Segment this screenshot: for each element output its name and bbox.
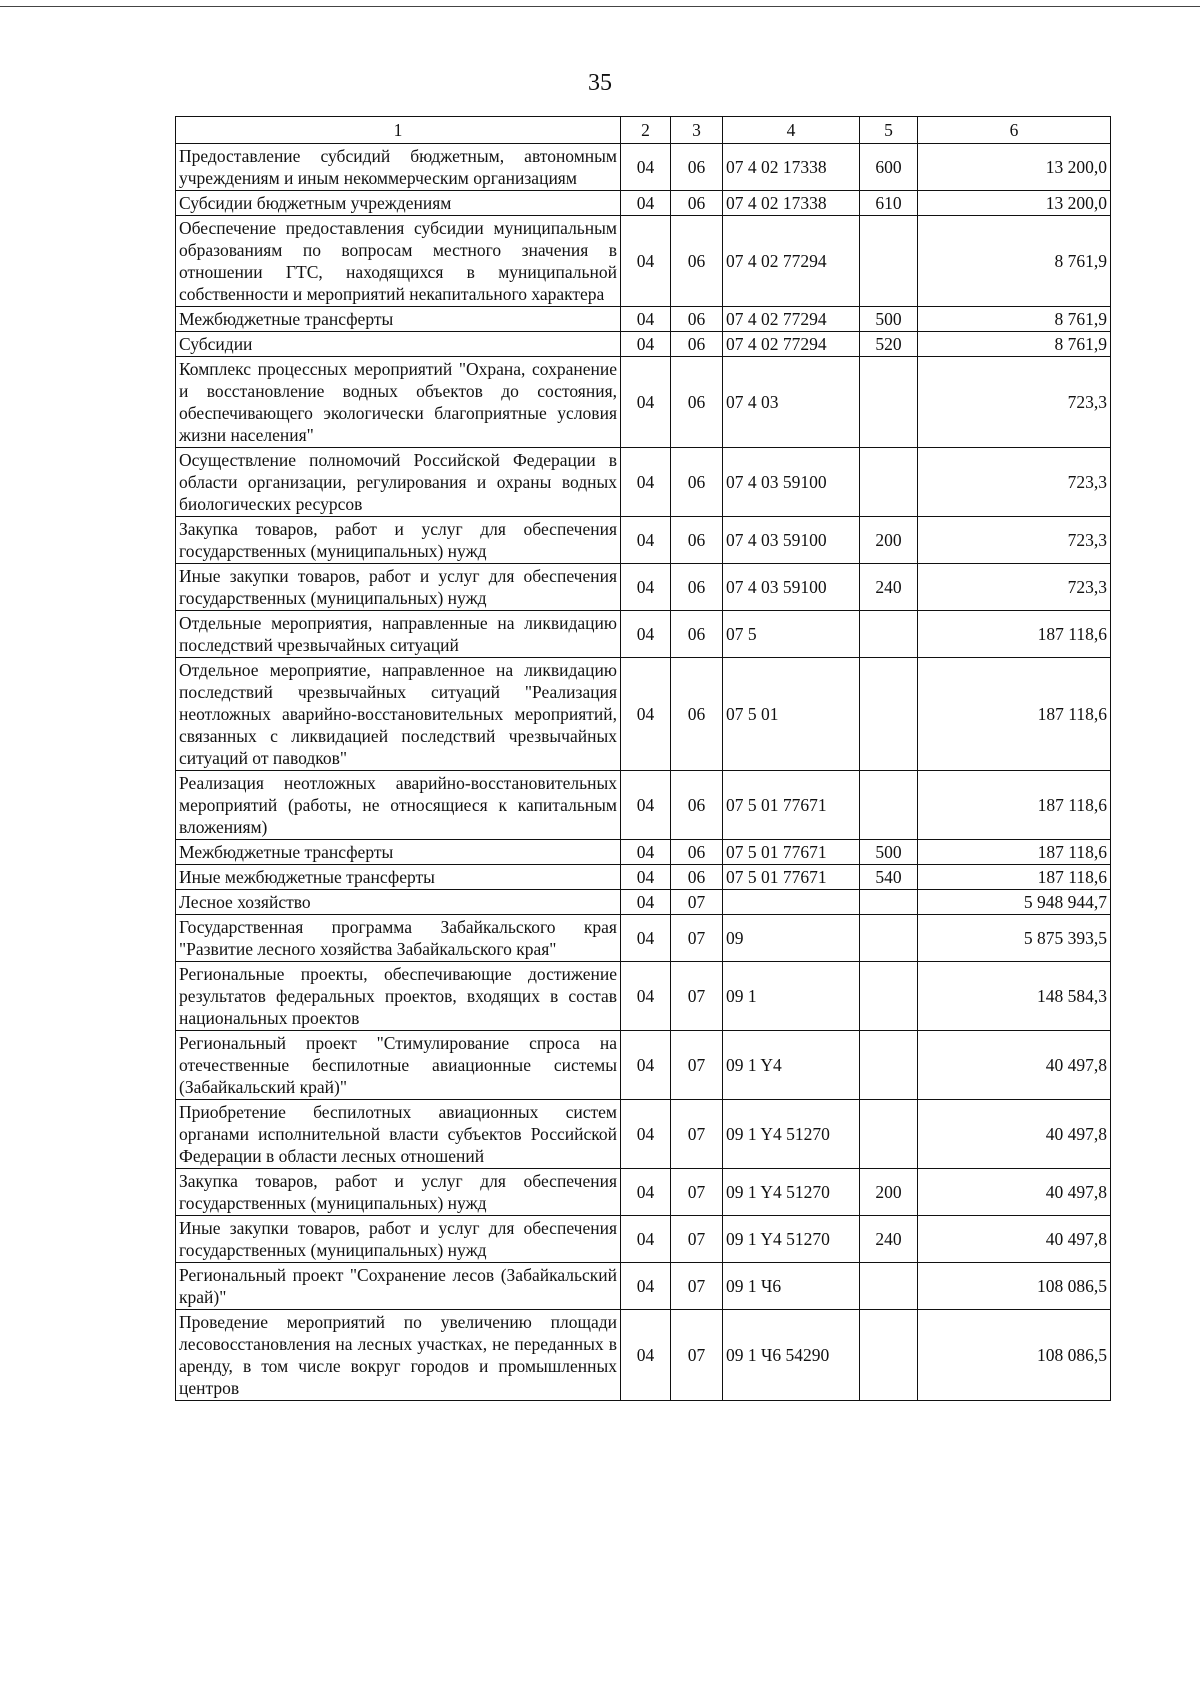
cell-expense-type: [860, 771, 918, 840]
cell-amount: 40 497,8: [918, 1216, 1111, 1263]
cell-amount: 108 086,5: [918, 1263, 1111, 1310]
table-row: [176, 1169, 1111, 1216]
cell-expense-type: [860, 962, 918, 1031]
cell-subsection: 06: [671, 216, 723, 307]
cell-name: Предоставление субсидий бюджетным, автономным учреждениям и иным некоммерческим организациям: [176, 144, 621, 191]
cell-target-article: 07 5 01 77671: [723, 840, 860, 865]
cell-section: 04: [621, 1216, 671, 1263]
cell-expense-type: 240: [860, 1216, 918, 1263]
cell-subsection: 07: [671, 915, 723, 962]
cell-subsection: 06: [671, 658, 723, 771]
cell-subsection: 06: [671, 307, 723, 332]
table-row: [176, 517, 1111, 564]
cell-expense-type: [860, 658, 918, 771]
cell-name: Обеспечение предоставления субсидии муниципальным образованиям по вопросам местного значения в отношении ГТС, находящихся в муниципальной собственности и мероприятий некапитального характера: [176, 216, 621, 307]
cell-subsection: 06: [671, 564, 723, 611]
cell-amount: 40 497,8: [918, 1031, 1111, 1100]
cell-amount: 723,3: [918, 448, 1111, 517]
cell-target-article: 09 1 Y4 51270: [723, 1100, 860, 1169]
table-row: [176, 332, 1111, 357]
table-row: [176, 840, 1111, 865]
cell-target-article: 07 4 03 59100: [723, 448, 860, 517]
cell-expense-type: [860, 1031, 918, 1100]
cell-target-article: 07 5: [723, 611, 860, 658]
column-header: 6: [918, 117, 1111, 144]
table-header-row: [176, 117, 1111, 144]
table-row: [176, 1031, 1111, 1100]
cell-name: Государственная программа Забайкальского края "Развитие лесного хозяйства Забайкальского края": [176, 915, 621, 962]
cell-expense-type: 500: [860, 840, 918, 865]
cell-target-article: 09: [723, 915, 860, 962]
cell-target-article: 07 4 02 17338: [723, 144, 860, 191]
cell-subsection: 07: [671, 890, 723, 915]
cell-name: Региональный проект "Стимулирование спроса на отечественные беспилотные авиационные системы (Забайкальский край)": [176, 1031, 621, 1100]
cell-name: Комплекс процессных мероприятий "Охрана, сохранение и восстановление водных объектов до состояния, обеспечивающего экологически благоприятные условия жизни населения": [176, 357, 621, 448]
cell-section: 04: [621, 1310, 671, 1401]
cell-section: 04: [621, 865, 671, 890]
cell-amount: 40 497,8: [918, 1100, 1111, 1169]
cell-expense-type: [860, 357, 918, 448]
cell-name: Реализация неотложных аварийно-восстановительных мероприятий (работы, не относящиеся к капитальным вложениям): [176, 771, 621, 840]
cell-name: Региональный проект "Сохранение лесов (Забайкальский край)": [176, 1263, 621, 1310]
cell-subsection: 07: [671, 962, 723, 1031]
table-row: [176, 1100, 1111, 1169]
cell-amount: 13 200,0: [918, 144, 1111, 191]
cell-name: Приобретение беспилотных авиационных систем органами исполнительной власти субъектов Российской Федерации в области лесных отношений: [176, 1100, 621, 1169]
cell-amount: 187 118,6: [918, 611, 1111, 658]
cell-subsection: 06: [671, 144, 723, 191]
table-row: [176, 611, 1111, 658]
cell-amount: 187 118,6: [918, 840, 1111, 865]
table-row: [176, 191, 1111, 216]
cell-name: Межбюджетные трансферты: [176, 307, 621, 332]
cell-subsection: 06: [671, 611, 723, 658]
cell-section: 04: [621, 840, 671, 865]
table-row: [176, 1216, 1111, 1263]
table-row: [176, 771, 1111, 840]
table-row: [176, 865, 1111, 890]
column-header: 2: [621, 117, 671, 144]
cell-target-article: 09 1 Ч6: [723, 1263, 860, 1310]
cell-target-article: 07 4 02 77294: [723, 216, 860, 307]
cell-section: 04: [621, 216, 671, 307]
cell-expense-type: [860, 1263, 918, 1310]
cell-expense-type: 520: [860, 332, 918, 357]
cell-subsection: 07: [671, 1310, 723, 1401]
cell-section: 04: [621, 1031, 671, 1100]
cell-name: Лесное хозяйство: [176, 890, 621, 915]
cell-expense-type: 200: [860, 1169, 918, 1216]
cell-subsection: 06: [671, 517, 723, 564]
cell-subsection: 06: [671, 840, 723, 865]
table-row: [176, 890, 1111, 915]
cell-expense-type: [860, 1100, 918, 1169]
cell-amount: 8 761,9: [918, 307, 1111, 332]
table-row: [176, 1310, 1111, 1401]
cell-name: Иные межбюджетные трансферты: [176, 865, 621, 890]
table-row: [176, 144, 1111, 191]
cell-subsection: 07: [671, 1216, 723, 1263]
cell-name: Отдельное мероприятие, направленное на ликвидацию последствий чрезвычайных ситуаций "Реализация неотложных аварийно-восстановительных мероприятий, связанных с ликвидацией последствий чрезвычайных ситуаций от паводков": [176, 658, 621, 771]
cell-amount: 8 761,9: [918, 332, 1111, 357]
cell-amount: 40 497,8: [918, 1169, 1111, 1216]
cell-amount: 723,3: [918, 517, 1111, 564]
cell-section: 04: [621, 962, 671, 1031]
table-row: [176, 357, 1111, 448]
cell-amount: 187 118,6: [918, 658, 1111, 771]
cell-section: 04: [621, 1169, 671, 1216]
cell-expense-type: 500: [860, 307, 918, 332]
cell-target-article: 07 4 02 77294: [723, 332, 860, 357]
cell-section: 04: [621, 771, 671, 840]
cell-name: Осуществление полномочий Российской Федерации в области организации, регулирования и охраны водных биологических ресурсов: [176, 448, 621, 517]
cell-target-article: 07 4 03: [723, 357, 860, 448]
cell-target-article: 07 5 01: [723, 658, 860, 771]
cell-subsection: 07: [671, 1100, 723, 1169]
cell-amount: 108 086,5: [918, 1310, 1111, 1401]
cell-target-article: 09 1 Ч6 54290: [723, 1310, 860, 1401]
cell-name: Проведение мероприятий по увеличению площади лесовосстановления на лесных участках, не переданных в аренду, в том числе вокруг городов и промышленных центров: [176, 1310, 621, 1401]
cell-target-article: 07 4 03 59100: [723, 564, 860, 611]
table-row: [176, 564, 1111, 611]
cell-name: Отдельные мероприятия, направленные на ликвидацию последствий чрезвычайных ситуаций: [176, 611, 621, 658]
cell-section: 04: [621, 332, 671, 357]
cell-section: 04: [621, 448, 671, 517]
cell-target-article: 09 1 Y4 51270: [723, 1216, 860, 1263]
cell-target-article: 07 4 03 59100: [723, 517, 860, 564]
cell-expense-type: [860, 915, 918, 962]
cell-subsection: 07: [671, 1169, 723, 1216]
cell-amount: 5 948 944,7: [918, 890, 1111, 915]
cell-section: 04: [621, 144, 671, 191]
cell-amount: 13 200,0: [918, 191, 1111, 216]
cell-target-article: 09 1 Y4 51270: [723, 1169, 860, 1216]
cell-name: Субсидии: [176, 332, 621, 357]
budget-table: [175, 116, 1111, 1401]
cell-section: 04: [621, 1100, 671, 1169]
cell-expense-type: [860, 448, 918, 517]
cell-subsection: 06: [671, 771, 723, 840]
column-header: 3: [671, 117, 723, 144]
table-row: [176, 216, 1111, 307]
cell-amount: 723,3: [918, 357, 1111, 448]
cell-subsection: 06: [671, 357, 723, 448]
cell-expense-type: [860, 611, 918, 658]
cell-section: 04: [621, 307, 671, 332]
table-row: [176, 307, 1111, 332]
cell-name: Межбюджетные трансферты: [176, 840, 621, 865]
table-row: [176, 448, 1111, 517]
cell-target-article: 09 1 Y4: [723, 1031, 860, 1100]
cell-amount: 723,3: [918, 564, 1111, 611]
cell-amount: 5 875 393,5: [918, 915, 1111, 962]
cell-subsection: 07: [671, 1031, 723, 1100]
cell-subsection: 06: [671, 865, 723, 890]
cell-name: Региональные проекты, обеспечивающие достижение результатов федеральных проектов, входящих в состав национальных проектов: [176, 962, 621, 1031]
cell-name: Субсидии бюджетным учреждениям: [176, 191, 621, 216]
cell-amount: 148 584,3: [918, 962, 1111, 1031]
table-row: [176, 658, 1111, 771]
cell-target-article: 07 5 01 77671: [723, 771, 860, 840]
cell-amount: 187 118,6: [918, 865, 1111, 890]
table-row: [176, 915, 1111, 962]
cell-expense-type: [860, 216, 918, 307]
cell-target-article: 09 1: [723, 962, 860, 1031]
table-row: [176, 962, 1111, 1031]
cell-amount: 187 118,6: [918, 771, 1111, 840]
cell-expense-type: 200: [860, 517, 918, 564]
cell-expense-type: 610: [860, 191, 918, 216]
page-top-border: [0, 6, 1200, 7]
table-body: [176, 144, 1111, 1401]
cell-name: Закупка товаров, работ и услуг для обеспечения государственных (муниципальных) нужд: [176, 1169, 621, 1216]
cell-section: 04: [621, 658, 671, 771]
cell-section: 04: [621, 191, 671, 216]
cell-name: Иные закупки товаров, работ и услуг для обеспечения государственных (муниципальных) нужд: [176, 564, 621, 611]
cell-subsection: 06: [671, 332, 723, 357]
column-header: 1: [176, 117, 621, 144]
table-row: [176, 1263, 1111, 1310]
column-header: 4: [723, 117, 860, 144]
cell-subsection: 06: [671, 191, 723, 216]
cell-name: Иные закупки товаров, работ и услуг для обеспечения государственных (муниципальных) нужд: [176, 1216, 621, 1263]
cell-expense-type: [860, 890, 918, 915]
column-header: 5: [860, 117, 918, 144]
cell-section: 04: [621, 890, 671, 915]
cell-expense-type: 600: [860, 144, 918, 191]
cell-target-article: [723, 890, 860, 915]
cell-amount: 8 761,9: [918, 216, 1111, 307]
cell-expense-type: 540: [860, 865, 918, 890]
cell-section: 04: [621, 357, 671, 448]
cell-section: 04: [621, 564, 671, 611]
cell-section: 04: [621, 611, 671, 658]
cell-subsection: 06: [671, 448, 723, 517]
cell-target-article: 07 5 01 77671: [723, 865, 860, 890]
cell-target-article: 07 4 02 17338: [723, 191, 860, 216]
cell-name: Закупка товаров, работ и услуг для обеспечения государственных (муниципальных) нужд: [176, 517, 621, 564]
cell-expense-type: [860, 1310, 918, 1401]
page-number: 35: [588, 70, 612, 96]
cell-section: 04: [621, 1263, 671, 1310]
cell-subsection: 07: [671, 1263, 723, 1310]
cell-section: 04: [621, 915, 671, 962]
cell-target-article: 07 4 02 77294: [723, 307, 860, 332]
cell-section: 04: [621, 517, 671, 564]
cell-expense-type: 240: [860, 564, 918, 611]
